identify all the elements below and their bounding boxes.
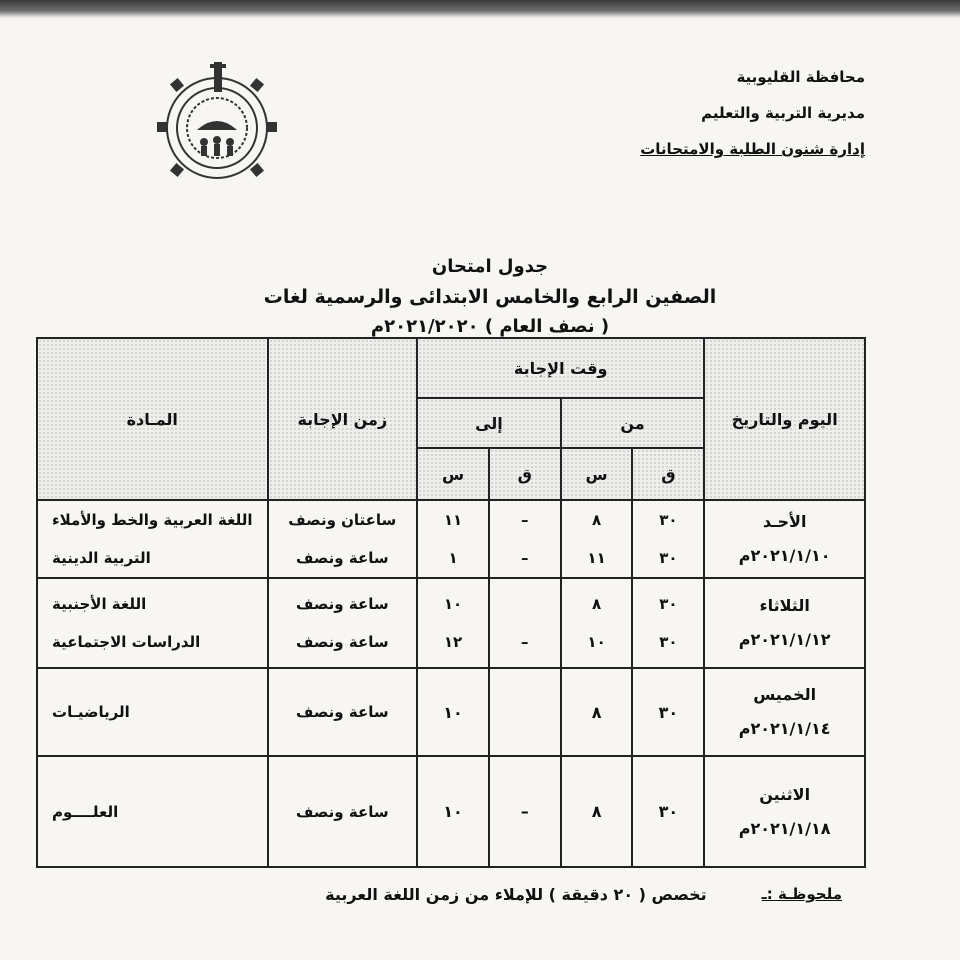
value: اللغة الأجنبية <box>52 595 147 613</box>
day-name: الاثنين <box>759 784 811 804</box>
day-date-header: اليوم والتاريخ <box>704 338 865 500</box>
from-hour-cell: ٨ <box>561 668 633 756</box>
exam-date: ٢٠٢١/١/١٨م <box>738 818 831 838</box>
table-row <box>37 756 865 867</box>
to-hour-cell <box>417 500 489 578</box>
subject-cell <box>37 756 268 867</box>
value: ٣٠ <box>659 595 678 613</box>
day-name: الخميس <box>753 685 817 704</box>
value: ٣٠ <box>659 549 678 567</box>
day-name: الأحـد <box>762 512 807 531</box>
scan-edge <box>0 0 960 18</box>
to-hour-header: س <box>417 448 489 500</box>
schedule-title: جدول امتحان <box>431 256 549 277</box>
table-row <box>37 500 865 578</box>
to-hour-cell: ١٠ <box>417 668 489 756</box>
exam-date: ٢٠٢١/١/١٠م <box>738 546 831 565</box>
exam-date: ٢٠٢١/١/١٢م <box>738 630 831 649</box>
value: ١ <box>448 549 458 567</box>
day-cell <box>704 668 865 756</box>
from-hour-cell <box>561 578 633 668</box>
value: ١١ <box>587 549 606 567</box>
value: ساعة ونصف <box>296 802 389 821</box>
value: – <box>521 549 529 567</box>
from-minute-cell <box>632 500 704 578</box>
value: ساعتان ونصف <box>288 511 397 529</box>
duration-cell <box>268 668 418 756</box>
grades-title: الصفين الرابع والخامس الابتدائى والرسمية لغات <box>263 286 717 308</box>
table-row <box>37 668 865 756</box>
to-minute-cell <box>489 500 561 578</box>
to-minute-cell: – <box>489 756 561 867</box>
issuing-authority <box>565 68 865 176</box>
note-text: تخصص ( ٢٠ دقيقة ) للإملاء من زمن اللغة العربية <box>325 885 707 904</box>
directorate-name: مديرية التربية والتعليم <box>701 104 865 122</box>
to-hour-cell <box>417 578 489 668</box>
to-minute-cell <box>489 578 561 668</box>
term-title: ( نصف العام ) ٢٠٢١/٢٠٢٠م <box>370 316 610 337</box>
value: اللغة العربية والخط والأملاء <box>52 511 253 529</box>
duration-cell <box>268 756 418 867</box>
from-minute-header: ق <box>632 448 704 500</box>
exam-schedule-table <box>36 337 866 868</box>
table-row <box>37 578 865 668</box>
value: الرياضيـات <box>52 703 130 721</box>
duration-cell <box>268 500 418 578</box>
value: ١٠ <box>587 633 606 651</box>
value: – <box>521 511 529 529</box>
department-name: إدارة شنون الطلبة والامتحانات <box>640 140 865 158</box>
value: ساعة ونصف <box>296 549 389 567</box>
from-hour-cell: ٨ <box>561 756 633 867</box>
duration-header: زمن الإجابة <box>268 338 418 500</box>
value: التربية الدينية <box>52 549 151 567</box>
from-hour-cell <box>561 500 633 578</box>
value: ١٢ <box>443 633 463 651</box>
value: العلــــوم <box>52 802 119 821</box>
value: – <box>521 633 529 651</box>
exam-date: ٢٠٢١/١/١٤م <box>738 719 831 738</box>
value: ٨ <box>592 511 602 529</box>
value: ساعة ونصف <box>296 595 389 613</box>
note-label: ملحوظـة :ـ <box>761 885 842 903</box>
day-cell <box>704 578 865 668</box>
footnote <box>102 885 842 904</box>
value: ساعة ونصف <box>296 703 389 721</box>
day-cell <box>704 756 865 867</box>
value: ١٠ <box>443 595 463 613</box>
duration-cell <box>268 578 418 668</box>
subject-cell <box>37 500 268 578</box>
value: الدراسات الاجتماعية <box>52 633 201 651</box>
subject-cell <box>37 668 268 756</box>
to-hour-cell: ١٠ <box>417 756 489 867</box>
value: ٣٠ <box>659 511 678 529</box>
to-header: إلى <box>417 398 561 448</box>
subject-header: المـادة <box>37 338 268 500</box>
day-cell <box>704 500 865 578</box>
governorate-name: محافظة القليوبية <box>736 68 865 86</box>
to-minute-header: ق <box>489 448 561 500</box>
from-hour-header: س <box>561 448 633 500</box>
value: ٣٠ <box>659 633 678 651</box>
from-minute-cell <box>632 578 704 668</box>
ministry-seal-icon <box>152 60 282 185</box>
from-minute-cell: ٣٠ <box>632 756 704 867</box>
value: ١١ <box>443 511 463 529</box>
value <box>490 585 560 623</box>
answer-time-header: وقت الإجابة <box>417 338 704 398</box>
from-minute-cell: ٣٠ <box>632 668 704 756</box>
subject-cell <box>37 578 268 668</box>
value: ٨ <box>592 595 602 613</box>
from-header: من <box>561 398 705 448</box>
value: ساعة ونصف <box>296 633 389 651</box>
to-minute-cell <box>489 668 561 756</box>
day-name: الثلاثاء <box>759 596 810 615</box>
